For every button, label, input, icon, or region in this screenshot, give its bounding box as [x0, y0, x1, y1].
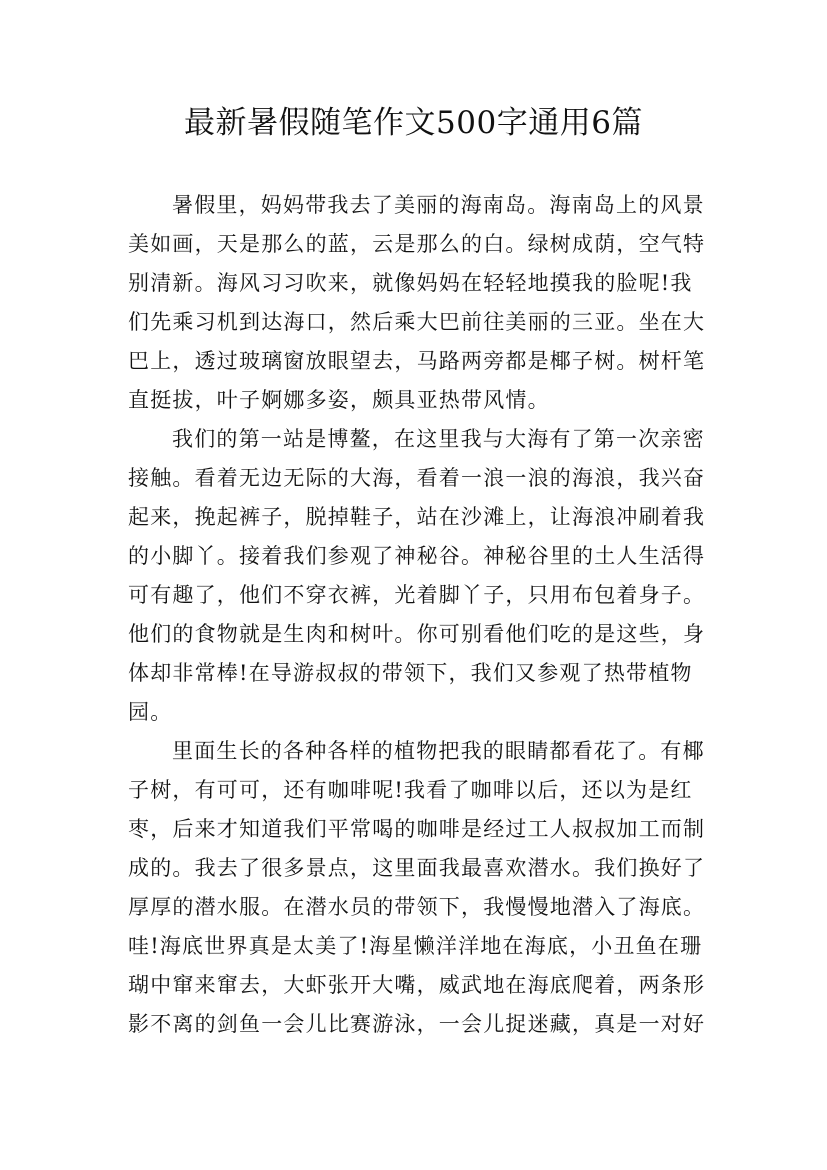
- text-line: 他们的食物就是生肉和树叶。你可别看他们吃的是这些，身: [128, 622, 706, 646]
- document-body: [128, 186, 708, 1044]
- text-line: 枣，后来才知道我们平常喝的咖啡是经过工人叔叔加工而制: [128, 817, 706, 841]
- text-line: 体却非常棒!在导游叔叔的带领下，我们又参观了热带植物: [128, 661, 693, 685]
- text-line: 园。: [128, 700, 173, 724]
- text-line: 里面生长的各种各样的植物把我的眼睛都看花了。有椰: [172, 739, 705, 763]
- text-line: 子树，有可可，还有咖啡呢!我看了咖啡以后，还以为是红: [128, 778, 693, 802]
- paragraph-1: [128, 186, 708, 420]
- paragraph-2: [128, 420, 708, 732]
- document-title: 最新暑假随笔作文500字通用6篇: [184, 105, 643, 141]
- text-line: 暑假里，妈妈带我去了美丽的海南岛。海南岛上的风景: [172, 193, 705, 217]
- text-line: 直挺拔，叶子婀娜多姿，颇具亚热带风情。: [128, 388, 550, 412]
- text-line: 瑚中窜来窜去，大虾张开大嘴，威武地在海底爬着，两条形: [128, 973, 706, 997]
- text-line: 影不离的剑鱼一会儿比赛游泳，一会儿捉迷藏，真是一对好: [128, 1012, 706, 1036]
- text-line: 厚厚的潜水服。在潜水员的带领下，我慢慢地潜入了海底。: [128, 895, 706, 919]
- text-line: 们先乘习机到达海口，然后乘大巴前往美丽的三亚。坐在大: [128, 310, 706, 334]
- text-line: 巴上，透过玻璃窗放眼望去，马路两旁都是椰子树。树杆笔: [128, 349, 706, 373]
- text-line: 美如画，天是那么的蓝，云是那么的白。绿树成荫，空气特: [128, 232, 706, 256]
- text-line: 别清新。海风习习吹来，就像妈妈在轻轻地摸我的脸呢!我: [128, 271, 693, 295]
- text-line: 成的。我去了很多景点，这里面我最喜欢潜水。我们换好了: [128, 856, 706, 880]
- text-line: 哇!海底世界真是太美了!海星懒洋洋地在海底，小丑鱼在珊: [128, 934, 703, 958]
- text-line: 可有趣了，他们不穿衣裤，光着脚丫子，只用布包着身子。: [128, 583, 706, 607]
- text-line: 我们的第一站是博鳌，在这里我与大海有了第一次亲密: [172, 427, 705, 451]
- text-line: 接触。看着无边无际的大海，看着一浪一浪的海浪，我兴奋: [128, 466, 706, 490]
- text-line: 起来，挽起裤子，脱掉鞋子，站在沙滩上，让海浪冲刷着我: [128, 505, 706, 529]
- paragraph-3: [128, 732, 708, 1044]
- text-line: 的小脚丫。接着我们参观了神秘谷。神秘谷里的土人生活得: [128, 544, 706, 568]
